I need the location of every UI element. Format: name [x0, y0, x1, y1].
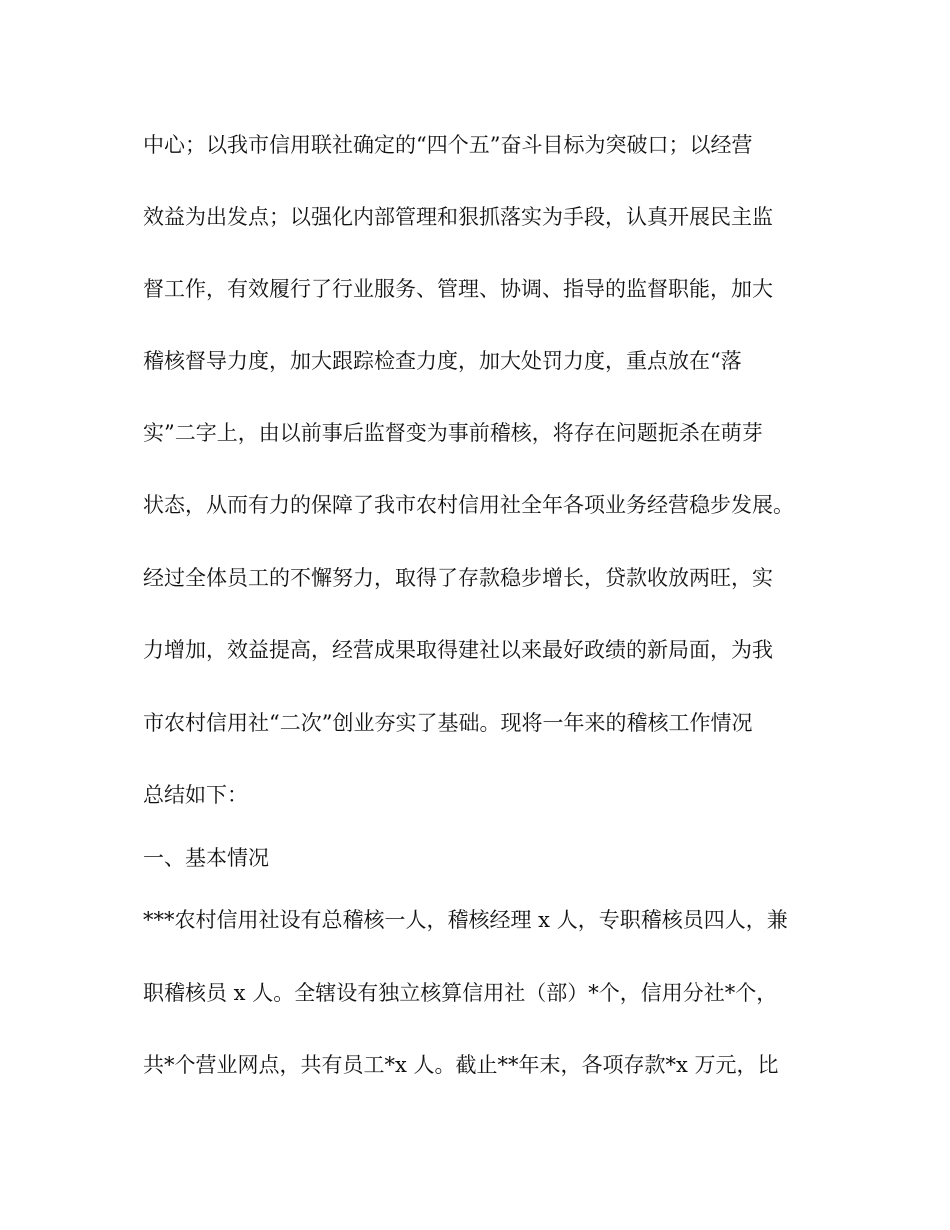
- section-heading: 一、基本情况: [143, 846, 269, 870]
- paragraph-line: ***农村信用社设有总稽核一人，稽核经理 x 人，专职稽核员四人，兼: [143, 908, 788, 932]
- paragraph-line: 共*个营业网点，共有员工*x 人。截止**年末，各项存款*x 万元，比: [143, 1053, 779, 1077]
- paragraph-line: 中心；以我市信用联社确定的“四个五”奋斗目标为突破口；以经营: [143, 133, 753, 157]
- paragraph-line: 市农村信用社“二次”创业夯实了基础。现将一年来的稽核工作情况: [143, 711, 753, 735]
- paragraph-line: 状态，从而有力的保障了我市农村信用社全年各项业务经营稳步发展。: [143, 493, 794, 517]
- paragraph-line: 实”二字上，由以前事后监督变为事前稽核，将存在问题扼杀在萌芽: [143, 421, 763, 445]
- paragraph-line: 稽核督导力度，加大跟踪检查力度，加大处罚力度，重点放在“落: [143, 349, 742, 373]
- paragraph-line: 力增加，效益提高，经营成果取得建社以来最好政绩的新局面，为我: [143, 638, 773, 662]
- paragraph-line: 职稽核员 x 人。全辖设有独立核算信用社（部）*个，信用分社*个，: [143, 981, 778, 1005]
- paragraph-line: 督工作，有效履行了行业服务、管理、协调、指导的监督职能，加大: [143, 277, 773, 301]
- paragraph-line: 经过全体员工的不懈努力，取得了存款稳步增长，贷款收放两旺，实: [143, 566, 773, 590]
- paragraph-line: 效益为出发点；以强化内部管理和狠抓落实为手段，认真开展民主监: [143, 205, 773, 229]
- paragraph-line: 总结如下：: [143, 783, 248, 807]
